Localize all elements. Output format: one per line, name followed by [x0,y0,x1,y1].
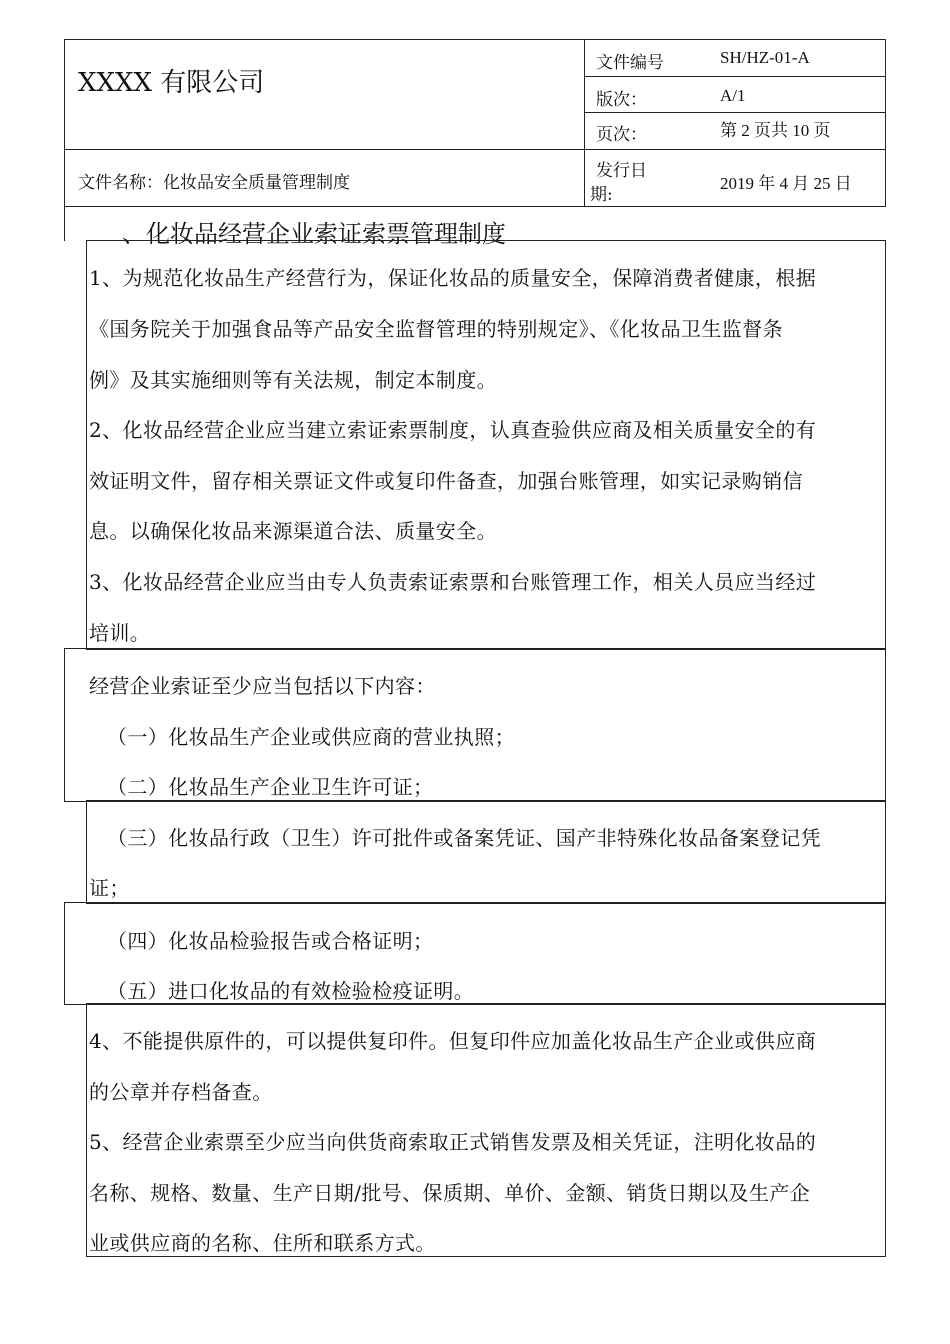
doc-number-label: 文件编号 [596,53,664,70]
body-line: （四）化妆品检验报告或合格证明； [107,929,434,953]
table-border-bottom [64,206,886,207]
body-line: （一）化妆品生产企业或供应商的营业执照； [107,725,515,749]
table-border-top [64,39,886,40]
body-line: 的公章并存档备查。 [89,1080,273,1104]
body-line: 4、不能提供原件的，可以提供复印件。但复印件应加盖化妆品生产企业或供应商 [89,1029,817,1053]
body-line: 培训。 [89,621,151,645]
body-line: （二）化妆品生产企业卫生许可证； [107,775,434,799]
document-name: 文件名称：化妆品安全质量管理制度 [78,173,350,193]
body-line: 例》及其实施细则等有关法规，制定本制度。 [89,368,497,392]
table-row-divider [584,76,886,77]
version-label: 版次： [596,90,647,110]
table-column-divider [584,39,585,206]
content-box-3 [86,800,886,904]
body-line: 效证明文件，留存相关票证文件或复印件备查，加强台账管理，如实记录购销信 [89,469,803,493]
page-label: 页次： [596,125,647,145]
issue-date-label-cont: 期: [590,185,613,205]
issue-date-value: 2019 年 4 月 25 日 [720,174,852,193]
body-line: （三）化妆品行政（卫生）许可批件或备案凭证、国产非特殊化妆品备案登记凭 [107,826,821,850]
issue-date-label: 发行日 [596,161,647,181]
body-line: 业或供应商的名称、住所和联系方式。 [89,1231,436,1255]
body-line: 证； [89,876,130,900]
table-border-right [885,39,886,207]
doc-number-value: SH/HZ-01-A [720,48,810,67]
section-title: 、化妆品经营企业索证索票管理制度 [122,220,506,248]
body-line: 经营企业索证至少应当包括以下内容： [89,674,436,698]
version-value: A/1 [720,86,746,105]
table-divider [64,149,886,150]
page-value: 第 2 页共 10 页 [720,121,831,140]
body-line: 《国务院关于加强食品等产品安全监督管理的特别规定》、《化妆品卫生监督条 [89,317,783,341]
body-line: （五）进口化妆品的有效检验检疫证明。 [107,979,475,1003]
body-line: 5、经营企业索票至少应当向供货商索取正式销售发票及相关凭证，注明化妆品的 [89,1130,817,1154]
body-line: 名称、规格、数量、生产日期/批号、保质期、单价、金额、销货日期以及生产企 [89,1181,811,1205]
body-line: 3、化妆品经营企业应当由专人负责索证索票和台账管理工作，相关人员应当经过 [89,570,817,594]
table-row-divider [584,112,886,113]
company-name: XXXX 有限公司 [78,68,265,98]
body-line: 2、化妆品经营企业应当建立索证索票制度，认真查验供应商及相关质量安全的有 [89,418,817,442]
body-line: 息。以确保化妆品来源渠道合法、质量安全。 [89,519,497,543]
body-line: 1、为规范化妆品生产经营行为，保证化妆品的质量安全，保障消费者健康，根据 [89,266,817,290]
table-border-left [64,39,65,241]
